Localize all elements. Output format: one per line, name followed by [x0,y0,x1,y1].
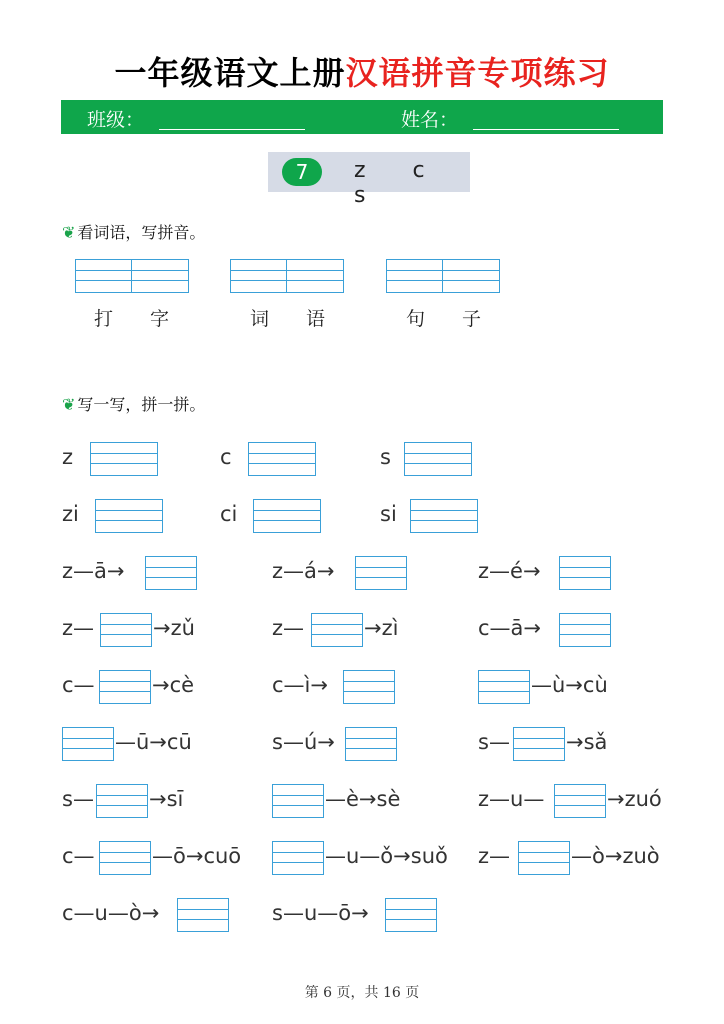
answer-box[interactable] [253,499,321,533]
exercise-text: z— [272,616,305,640]
word-char: 语 [306,308,326,330]
exercise-text: s—u—ō→ [272,901,369,925]
answer-box[interactable] [343,670,395,704]
name-blank[interactable] [473,129,619,130]
answer-box[interactable] [385,898,437,932]
name-label: 姓名： [401,109,459,131]
exercise-text: c [220,445,232,469]
class-label: 班级： [87,109,145,131]
exercise-text: —è→sè [325,787,401,811]
exercise-text: —ō→cuō [152,844,242,868]
title-part-2: 汉语拼音专项练习 [345,54,610,92]
exercise-text: →zǔ [153,616,195,640]
word-char: 打 [94,308,114,330]
page-title [0,48,724,94]
answer-box[interactable] [518,841,570,875]
exercise-text: —ò→zuò [571,844,660,868]
title-part-1: 一年级语文上册 [114,54,346,92]
answer-box[interactable] [272,784,324,818]
exercise-text: zi [62,502,79,526]
pinyin-grid-2[interactable] [230,259,344,293]
exercise-text: —u—ǒ→suǒ [325,844,448,868]
class-blank[interactable] [159,129,305,130]
page-footer: 第 6 页，共 16 页 [304,985,420,1001]
student-info-bar [61,100,663,134]
leaf-icon: ❦ [62,223,76,242]
answer-box[interactable] [355,556,407,590]
answer-box[interactable] [554,784,606,818]
answer-box[interactable] [478,670,530,704]
exercise-text: c—u—ò→ [62,901,160,925]
answer-box[interactable] [99,841,151,875]
answer-box[interactable] [62,727,114,761]
answer-box[interactable] [96,784,148,818]
answer-box[interactable] [145,556,197,590]
answer-box[interactable] [248,442,316,476]
answer-box[interactable] [177,898,229,932]
word-char: 句 [406,308,426,330]
exercise-text: →zuó [607,787,662,811]
exercise-text: —ū→cū [115,730,192,754]
answer-box[interactable] [404,442,472,476]
exercise-text: s [380,445,391,469]
pinyin-grid-3[interactable] [386,259,500,293]
exercise-text: —ù→cù [531,673,608,697]
section-heading-text: 写一写，拼一拼。 [77,395,206,414]
exercise-text: s—ú→ [272,730,335,754]
exercise-text: c— [62,844,95,868]
exercise-text: z—ā→ [62,559,125,583]
exercise-text: s— [478,730,510,754]
lesson-letters: z c s [354,158,445,208]
exercise-text: z—u— [478,787,545,811]
answer-box[interactable] [90,442,158,476]
exercise-text: z—é→ [478,559,541,583]
exercise-text: s— [62,787,94,811]
answer-box[interactable] [99,670,151,704]
answer-box[interactable] [311,613,363,647]
leaf-icon: ❦ [62,395,76,414]
answer-box[interactable] [559,613,611,647]
section-heading-2 [62,392,205,415]
answer-box[interactable] [410,499,478,533]
exercise-text: z— [478,844,511,868]
exercise-text: c— [62,673,95,697]
answer-box[interactable] [272,841,324,875]
exercise-text: →zì [364,616,399,640]
exercise-text: si [380,502,397,526]
lesson-banner [268,152,470,208]
answer-box[interactable] [100,613,152,647]
section-heading-1 [62,220,205,243]
pinyin-grid-1[interactable] [75,259,189,293]
exercise-text: z—á→ [272,559,335,583]
answer-box[interactable] [345,727,397,761]
answer-box[interactable] [513,727,565,761]
lesson-number-badge: 7 [282,158,322,186]
word-char: 字 [150,308,170,330]
word-char: 词 [250,308,270,330]
answer-box[interactable] [559,556,611,590]
answer-box[interactable] [95,499,163,533]
exercise-text: c—ā→ [478,616,542,640]
exercise-text: →cè [152,673,195,697]
exercise-text: z [62,445,74,469]
exercise-text: ci [220,502,238,526]
exercise-text: →sī [149,787,184,811]
word-char: 子 [462,308,482,330]
exercise-text: z— [62,616,95,640]
exercise-text: →sǎ [566,730,608,754]
section-heading-text: 看词语，写拼音。 [77,223,206,242]
exercise-text: c—ì→ [272,673,328,697]
